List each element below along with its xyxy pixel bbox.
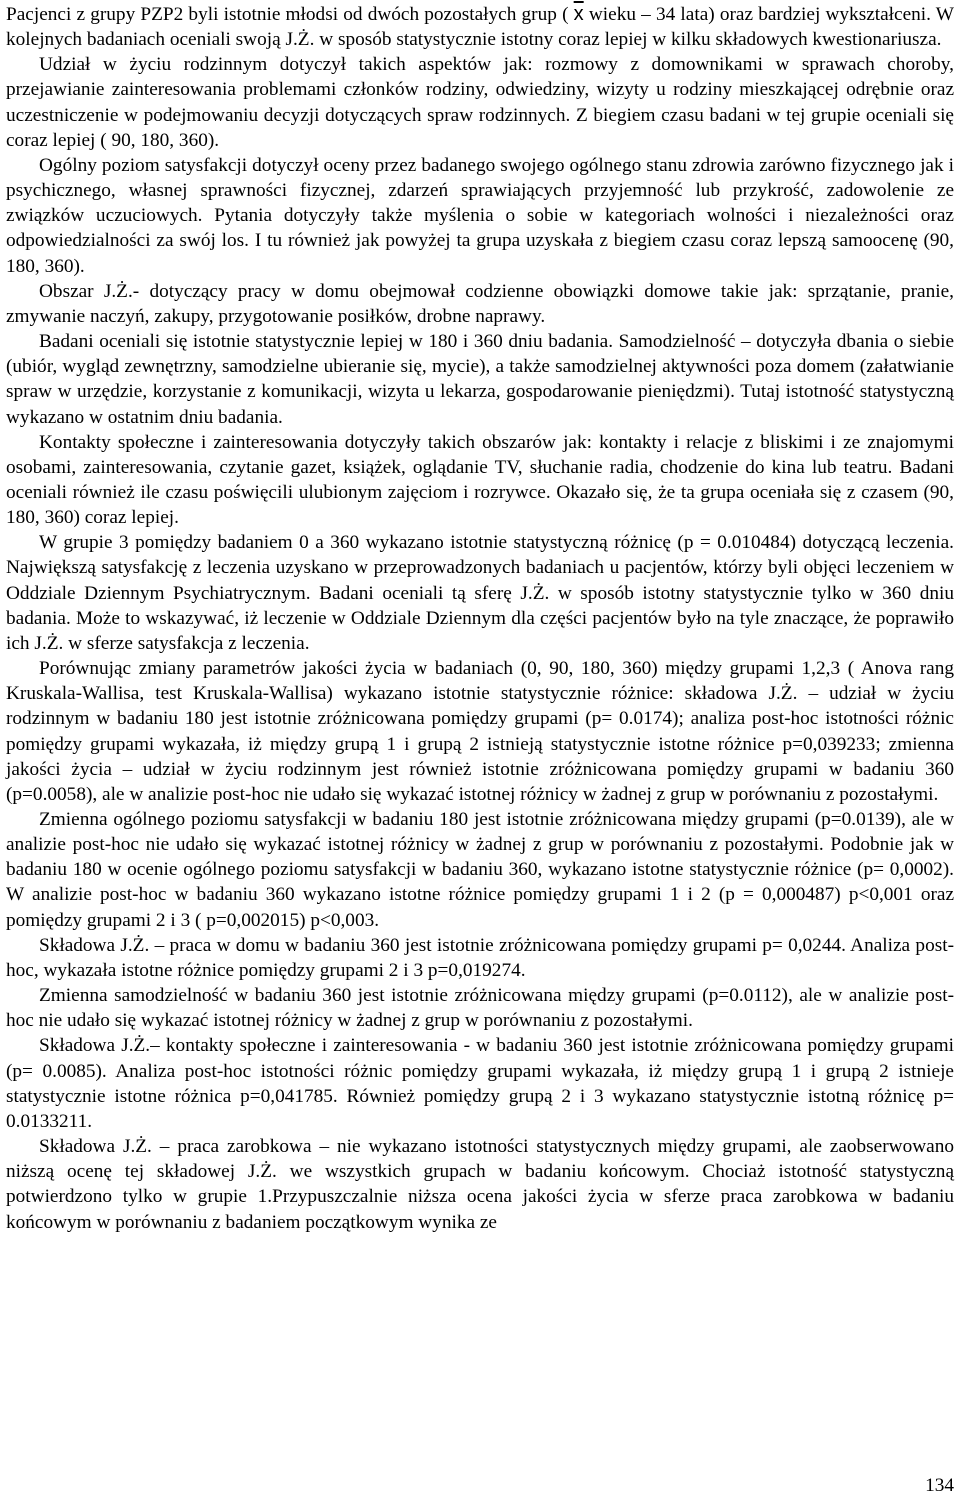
paragraph-satisfaction-variable: Zmienna ogólnego poziomu satysfakcji w badaniu 180 jest istotnie zróżnicowana między grupami (p=0.0139), ale w analizie post-hoc nie udało się wykazać istotnej różnicy w żadnej z grup w porównaniu z pozostałymi. Podobnie jak w badaniu 180 w ocenie ogólnego poziomu satysfakcji w badaniu 360, wykazano istotne statystycznie różnice (p= 0,0002). W analizie post-hoc w badaniu 360 wykazano istotne różnice pomiędzy grupami 1 i 2 (p = 0,000487) p<0,001 oraz pomiędzy grupami 2 i 3 ( p=0,002015) p<0,003. bbox=[6, 809, 954, 931]
paragraph-text: wieku – 34 lata) oraz bardziej wykształceni. W kolejnych badaniach oceniali swoją J.Ż. w sposób statystycznie istotny coraz lepiej w kilku składowych kwestionariusza. bbox=[6, 4, 954, 51]
paragraph-social-contacts: Kontakty społeczne i zainteresowania dotyczyły takich obszarów jak: kontakty i relacje z bliskimi i ze znajomymi osobami, zainteresowania, czytanie gazet, książek, oglądanie TV, słuchanie radia, chodzenie do kina lub teatru. Badani oceniali również ile czasu poświęcili ulubionym zajęciom i rozrywce. Okazało się, że ta grupa oceniała się z czasem (90, 180, 360) coraz lepiej. bbox=[6, 431, 954, 529]
paragraph-treatment: W grupie 3 pomiędzy badaniem 0 a 360 wykazano istotnie statystyczną różnicę (p = 0.010484) dotyczącą leczenia. Największą satysfakcję z leczenia uzyskano w przeprowadzonych badaniach u pacjentów, którzy byli objęci leczeniem w Oddziale Dziennym Psychiatrycznym. Badani oceniali tą sferę J.Ż. w sposób istotny statystycznie tylko w 360 dniu badania. Może to wskazywać, iż leczenie w Oddziale Dziennym dla części pacjentów było na tyle znaczące, że poprawiło ich J.Ż. w sferze satysfakcja z leczenia. bbox=[6, 532, 954, 654]
paragraph-housework-component: Składowa J.Ż. – praca w domu w badaniu 360 jest istotnie zróżnicowana pomiędzy grupami p= 0,0244. Analiza post-hoc, wykazała istotne różnice pomiędzy grupami 2 i 3 p=0,019274. bbox=[6, 934, 954, 981]
page-number: 134 bbox=[925, 1475, 954, 1496]
paragraph-social-component: Składowa J.Ż.– kontakty społeczne i zainteresowania - w badaniu 360 jest istotnie zróżnicowana pomiędzy grupami (p= 0.0085). Analiza post-hoc istotności różnic pomiędzy grupami wykazała, iż między grupą 1 i grupą 2 istnieje statystycznie istotne różnica p=0,041785. Również pomiędzy grupą 2 i 3 wykazano statystycznie istotną różnicę p= 0.0133211. bbox=[6, 1035, 954, 1132]
paragraph-independence-variable: Zmienna samodzielność w badaniu 360 jest istotnie zróżnicowana między grupami (p=0.0112), ale w analizie post-hoc nie udało się wykazać istotnej różnicy w żadnej z grup w porównaniu z pozostałymi. bbox=[6, 985, 954, 1032]
paragraph-independence: Badani oceniali się istotnie statystycznie lepiej w 180 i 360 dniu badania. Samodzielność – dotyczyła dbania o siebie (ubiór, wygląd zewnętrzny, samodzielne ubieranie się, mycie), a także samodzielnej aktywności poza domem (załatwianie spraw w urzędzie, korzystanie z komunikacji, wizyta u lekarza, gospodarowanie pieniędzmi). Tutaj istotność statystyczną wykazano w ostatnim dniu badania. bbox=[6, 331, 954, 428]
page-body bbox=[6, 2, 954, 1235]
paragraph-paid-work: Składowa J.Ż. – praca zarobkowa – nie wykazano istotności statystycznych między grupami, ale zaobserwowano niższą ocenę tej składowej J.Ż. we wszystkich grupach w badaniu końcowym. Chociaż istotność statystyczną potwierdzono tylko w grupie 1.Przypuszczalnie niższa ocena jakości życia w sferze praca zarobkowa w badaniu końcowym w porównaniu z badaniem początkowym wynika ze bbox=[6, 1136, 954, 1233]
mean-x-symbol: $\overline{x}$ bbox=[573, 3, 584, 25]
paragraph-group-comparison bbox=[6, 2, 954, 52]
paragraph-general-satisfaction: Ogólny poziom satysfakcji dotyczył oceny przez badanego swojego ogólnego stanu zdrowia zarówno fizycznego jak i psychicznego, własnej sprawności fizycznej, zdarzeń sprawiających przyjemność lub przykrość, zadowolenie ze związków uczuciowych. Pytania dotyczyły także myślenia o sobie w kategoriach wolności i niezależności oraz odpowiedzialności za swój los. I tu również jak powyżej ta grupa uzyskała z biegiem czasu coraz lepszą samoocenę (90, 180, 360). bbox=[6, 154, 954, 277]
paragraph-kruskal-wallis: Porównując zmiany parametrów jakości życia w badaniach (0, 90, 180, 360) między grupami 1,2,3 ( Anova rang Kruskala-Wallisa, test Kruskala-Wallisa) wykazano istotnie statystycznie różnice: składowa J.Ż. – udział w życiu rodzinnym w badaniu 180 jest istotnie zróżnicowana pomiędzy grupami (p= 0.0174); analiza post-hoc istotności różnic pomiędzy grupami wykazała, iż między grupą 1 i grupą 2 istnieją statystycznie istotne różnice p=0,039233; zmienna jakości życia – udział w życiu rodzinnym jest również istotnie zróżnicowana pomiędzy grupami w badaniu 360 (p=0.0058), ale w analizie post-hoc nie udało się wykazać istotnej różnicy w żadnej z grup w porównaniu z pozostałymi. bbox=[6, 658, 954, 805]
paragraph-housework: Obszar J.Ż.- dotyczący pracy w domu obejmował codzienne obowiązki domowe takie jak: sprzątanie, pranie, zmywanie naczyń, zakupy, przygotowanie posiłków, drobne naprawy. bbox=[6, 280, 954, 327]
paragraph-text: Pacjenci z grupy PZP2 byli istotnie młodsi od dwóch pozostałych grup ( bbox=[6, 4, 574, 25]
paragraph-family-life: Udział w życiu rodzinnym dotyczył takich aspektów jak: rozmowy z domownikami w sprawach choroby, przejawianie zainteresowania problemami członków rodziny, odwiedziny, wizyty u rodziny mieszkającej odrębnie oraz uczestniczenie w podejmowaniu decyzji dotyczących spraw rodzinnych. Z biegiem czasu badani w tej grupie oceniali się coraz lepiej ( 90, 180, 360). bbox=[6, 54, 954, 151]
